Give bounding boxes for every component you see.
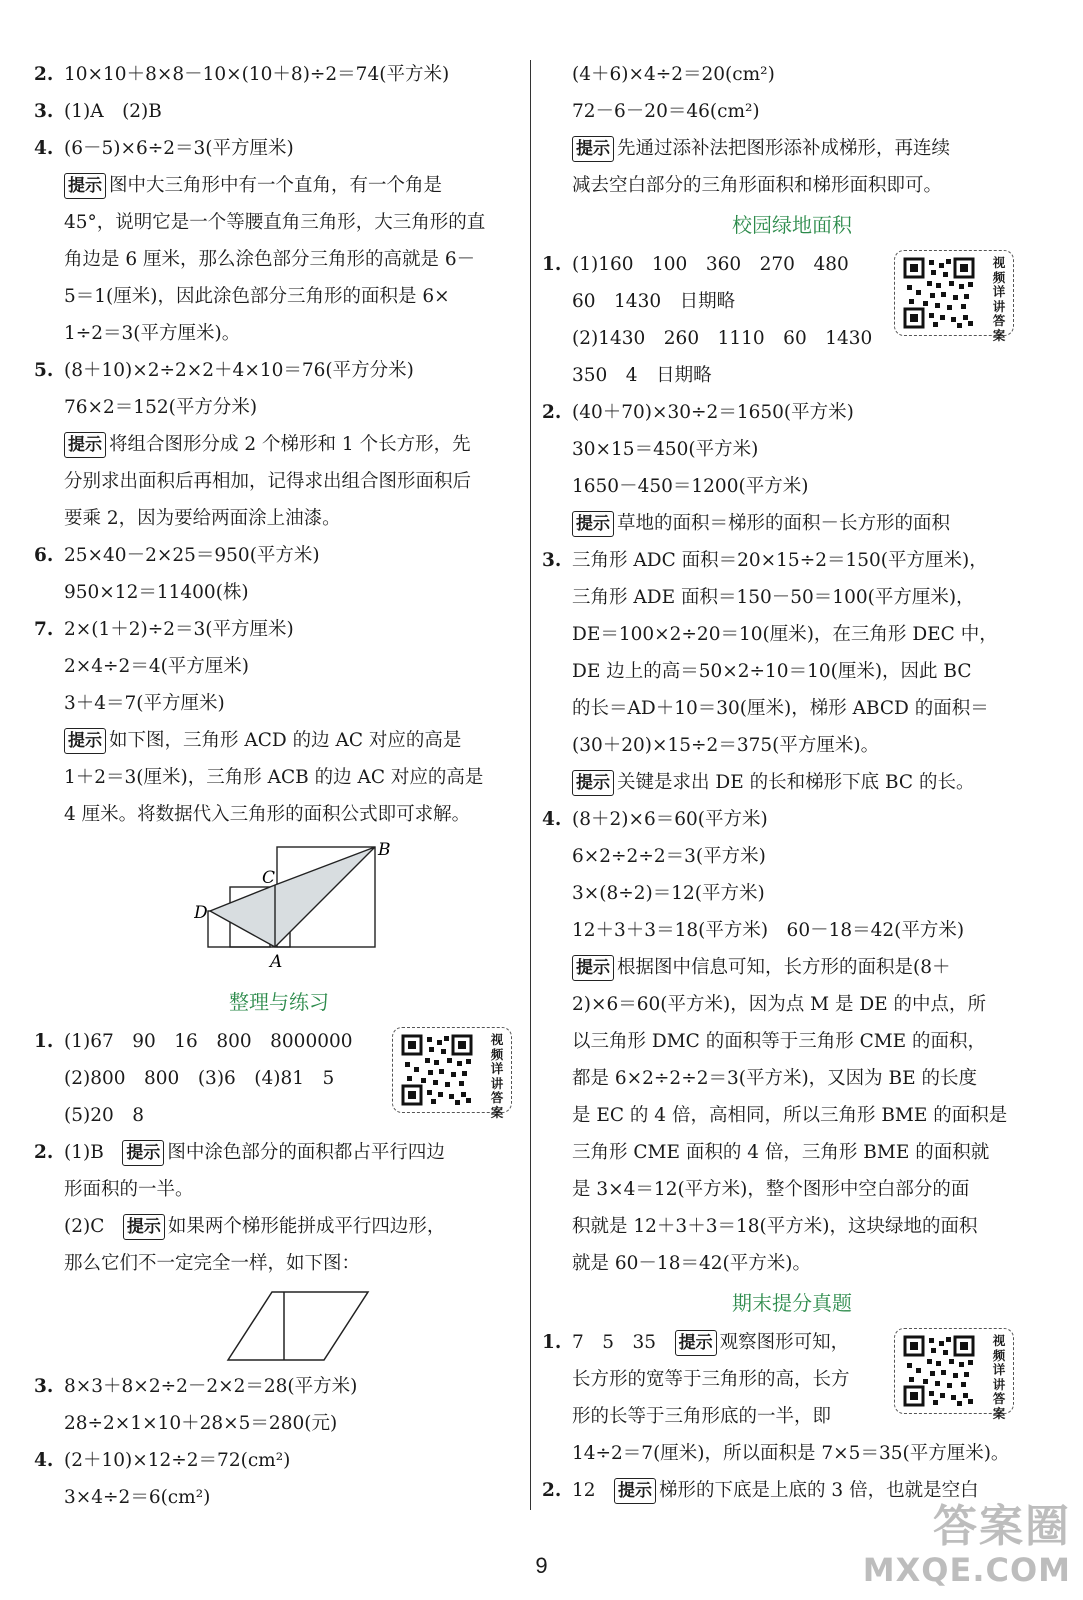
line-content xyxy=(542,801,768,838)
answer-line xyxy=(542,1171,1042,1208)
answer-text: 三角形 ADC 面积＝20×15÷2＝150(平方厘米)， xyxy=(572,550,988,571)
answer-text: 梯形的下底是上底的 3 倍，也就是空白 xyxy=(659,1480,979,1501)
line-content xyxy=(542,875,765,912)
line-content xyxy=(34,759,483,796)
answer-text: 就是 60－18＝42(平方米)。 xyxy=(572,1253,811,1274)
answer-text: (2＋10)×12÷2＝72(cm²) xyxy=(64,1450,291,1471)
answer-text: 3×(8÷2)＝12(平方米) xyxy=(572,883,765,904)
line-content xyxy=(542,167,942,204)
line-content xyxy=(542,1208,977,1245)
answer-line xyxy=(542,949,1042,986)
answer-text: 的长＝AD＋10＝30(厘米)，梯形 ABCD 的面积＝ xyxy=(572,698,989,719)
question-number: 7. xyxy=(34,619,54,640)
answer-line xyxy=(542,431,1042,468)
answer-text: 图中大三角形中有一个直角，有一个角是 xyxy=(109,175,443,196)
answer-line xyxy=(34,426,524,463)
answer-line xyxy=(34,1208,524,1245)
answer-text: 先通过添补法把图形添补成梯形，再连续 xyxy=(617,138,951,159)
line-content xyxy=(34,1442,290,1479)
line-content xyxy=(542,986,986,1023)
line-content xyxy=(34,574,249,611)
question-number: 4. xyxy=(542,809,562,830)
watermark-logo: 答案圈 xyxy=(933,1501,1071,1552)
watermark-url: MXQE.COM xyxy=(862,1551,1071,1589)
hint-badge: 提示 xyxy=(122,1140,164,1166)
line-content xyxy=(34,1479,210,1516)
line-content xyxy=(542,690,989,727)
answer-line xyxy=(34,1245,524,1282)
answer-text: 5＝1(厘米)，因此涂色部分三角形的面积是 6× xyxy=(64,286,450,307)
answer-text: 2)×6＝60(平方米)，因为点 M 是 DE 的中点，所 xyxy=(572,994,987,1015)
answer-text: 形的长等于三角形底的一半，即 xyxy=(572,1406,832,1427)
hint-badge: 提示 xyxy=(572,511,614,537)
line-content xyxy=(542,93,760,130)
answer-text: 如果两个梯形能拼成平行四边形， xyxy=(167,1216,446,1237)
answer-line xyxy=(542,838,1042,875)
answer-line xyxy=(542,875,1042,912)
answer-line xyxy=(542,357,1042,394)
answer-line xyxy=(34,1171,524,1208)
answer-line xyxy=(34,167,524,204)
line-content xyxy=(542,727,879,764)
answer-line xyxy=(34,352,524,389)
answer-line xyxy=(34,1442,524,1479)
answer-text: (2)800 800 (3)6 (4)81 5 xyxy=(64,1068,335,1089)
line-content xyxy=(542,468,808,505)
line-content xyxy=(34,315,240,352)
answer-text: (5)20 8 xyxy=(64,1105,145,1126)
answer-text: 28÷2×1×10＋28×5＝280(元) xyxy=(64,1413,338,1434)
line-content xyxy=(542,246,849,283)
line-content xyxy=(34,241,475,278)
answer-line xyxy=(542,130,1042,167)
answer-line xyxy=(542,56,1042,93)
answer-line xyxy=(34,93,524,130)
label-a: A xyxy=(270,952,283,972)
answer-text: (1)B xyxy=(64,1142,123,1163)
answer-text: 那么它们不一定完全一样，如下图： xyxy=(64,1253,361,1274)
answer-text: 10×10＋8×8－10×(10＋8)÷2＝74(平方米) xyxy=(64,64,450,85)
answer-line xyxy=(542,690,1042,727)
line-content xyxy=(34,1023,353,1060)
answer-text: 以三角形 DMC 的面积等于三角形 CME 的面积， xyxy=(572,1031,987,1052)
answer-line xyxy=(542,394,1042,431)
line-content xyxy=(542,764,974,801)
line-content xyxy=(34,204,485,241)
answer-text: 1＋2＝3(厘米)，三角形 ACB 的边 AC 对应的高是 xyxy=(64,767,484,788)
answer-line xyxy=(542,283,1042,320)
answer-line xyxy=(34,685,524,722)
answer-line xyxy=(34,241,524,278)
answer-line xyxy=(34,611,524,648)
answer-line xyxy=(34,759,524,796)
answer-line xyxy=(542,1060,1042,1097)
line-content xyxy=(542,1097,1007,1134)
hint-badge: 提示 xyxy=(64,173,106,199)
answer-line xyxy=(34,463,524,500)
answer-line xyxy=(34,1405,524,1442)
answer-text: 350 4 日期略 xyxy=(572,365,712,386)
line-content xyxy=(34,1368,357,1405)
answer-text: 三角形 CME 面积的 4 倍，三角形 BME 的面积就 xyxy=(572,1142,990,1163)
answer-line xyxy=(34,1023,524,1060)
answer-text: 4 厘米。将数据代入三角形的面积公式即可求解。 xyxy=(64,804,471,825)
line-content xyxy=(34,1405,337,1442)
answer-text: (8＋10)×2÷2×2＋4×10＝76(平方分米) xyxy=(64,360,414,381)
line-content xyxy=(542,1435,1009,1472)
answer-line xyxy=(34,1097,524,1134)
line-content xyxy=(34,685,225,722)
answer-text: 角边是 6 厘米，那么涂色部分三角形的高就是 6－ xyxy=(64,249,476,270)
answer-text: 950×12＝11400(株) xyxy=(64,582,249,603)
line-content xyxy=(34,611,294,648)
answer-text: DE＝100×2÷20＝10(厘米)，在三角形 DEC 中， xyxy=(572,624,998,645)
question-number: 1. xyxy=(542,254,562,275)
line-content xyxy=(542,1171,969,1208)
line-content xyxy=(542,616,998,653)
answer-line xyxy=(542,801,1042,838)
hint-badge: 提示 xyxy=(572,770,614,796)
line-content xyxy=(34,1097,144,1134)
line-content xyxy=(542,130,950,167)
hint-badge: 提示 xyxy=(64,728,106,754)
answer-text: 如下图，三角形 ACD 的边 AC 对应的高是 xyxy=(109,730,462,751)
answer-line xyxy=(542,246,1042,283)
answer-text: 60 1430 日期略 xyxy=(572,291,736,312)
hint-badge: 提示 xyxy=(614,1478,656,1504)
answer-text: 30×15＝450(平方米) xyxy=(572,439,759,460)
answer-text: (4＋6)×4÷2＝20(cm²) xyxy=(572,64,775,85)
qr-label: 视频详讲答案 xyxy=(992,255,1006,343)
line-content xyxy=(34,426,471,463)
answer-text: 2×4÷2＝4(平方厘米) xyxy=(64,656,250,677)
label-b: B xyxy=(378,840,391,860)
line-content xyxy=(542,1324,849,1361)
line-content xyxy=(542,1245,811,1282)
hint-badge: 提示 xyxy=(64,432,106,458)
answer-line xyxy=(542,1245,1042,1282)
line-content xyxy=(542,394,854,431)
line-content xyxy=(34,796,470,833)
line-content xyxy=(542,1361,850,1398)
answer-text: 3×4÷2＝6(cm²) xyxy=(64,1487,211,1508)
answer-text: 76×2＝152(平方分米) xyxy=(64,397,258,418)
answer-text: 积就是 12＋3＋3＝18(平方米)，这块绿地的面积 xyxy=(572,1216,978,1237)
answer-text: (30＋20)×15÷2＝375(平方厘米)。 xyxy=(572,735,880,756)
answer-line xyxy=(34,204,524,241)
answer-line xyxy=(542,1023,1042,1060)
answer-text: 14÷2＝7(厘米)，所以面积是 7×5＝35(平方厘米)。 xyxy=(572,1443,1010,1464)
line-content xyxy=(542,579,975,616)
line-content xyxy=(34,278,450,315)
answer-line xyxy=(542,1097,1042,1134)
answer-text: 关键是求出 DE 的长和梯形下底 BC 的长。 xyxy=(617,772,975,793)
answer-line xyxy=(542,1361,1042,1398)
answer-text: 8×3＋8×2÷2－2×2＝28(平方米) xyxy=(64,1376,358,1397)
answer-line xyxy=(34,315,524,352)
question-number: 4. xyxy=(34,138,54,159)
question-number: 2. xyxy=(542,402,562,423)
answer-text: 3＋4＝7(平方厘米) xyxy=(64,693,225,714)
line-content xyxy=(542,542,988,579)
answer-text: 12＋3＋3＝18(平方米) 60－18＝42(平方米) xyxy=(572,920,965,941)
line-content xyxy=(542,431,758,468)
answer-line xyxy=(34,1060,524,1097)
line-content xyxy=(34,56,449,93)
label-c: C xyxy=(262,868,276,888)
parallelogram-svg xyxy=(224,1288,374,1364)
question-number: 3. xyxy=(34,101,54,122)
line-content xyxy=(34,722,461,759)
question-number: 3. xyxy=(34,1376,54,1397)
answer-text: 三角形 ADE 面积＝150－50＝100(平方厘米)， xyxy=(572,587,975,608)
line-content xyxy=(34,1208,445,1245)
answer-line xyxy=(542,93,1042,130)
answer-line xyxy=(34,722,524,759)
answer-line xyxy=(542,616,1042,653)
answer-line xyxy=(542,1324,1042,1361)
line-content xyxy=(34,130,294,167)
line-content xyxy=(542,56,775,93)
answer-line xyxy=(542,167,1042,204)
answer-line xyxy=(34,574,524,611)
answer-text: 1÷2＝3(平方厘米)。 xyxy=(64,323,241,344)
parallelogram-figure xyxy=(34,1282,524,1368)
answer-text: 都是 6×2÷2÷2＝3(平方米)，又因为 BE 的长度 xyxy=(572,1068,978,1089)
answer-line xyxy=(542,1435,1042,1472)
line-content xyxy=(34,389,257,426)
answer-line xyxy=(34,1134,524,1171)
question-number: 1. xyxy=(34,1031,54,1052)
answer-line xyxy=(542,764,1042,801)
question-number: 4. xyxy=(34,1450,54,1471)
line-content xyxy=(542,1060,977,1097)
answer-line xyxy=(542,579,1042,616)
hint-badge: 提示 xyxy=(572,955,614,981)
line-content xyxy=(34,1134,445,1171)
answer-text: 6×2÷2÷2＝3(平方米) xyxy=(572,846,766,867)
answer-text: 形面积的一半。 xyxy=(64,1179,194,1200)
triangle-figure xyxy=(34,833,524,981)
line-content xyxy=(542,838,766,875)
answer-line xyxy=(542,1208,1042,1245)
question-number: 1. xyxy=(542,1332,562,1353)
answer-line xyxy=(34,537,524,574)
answer-text: (1)A (2)B xyxy=(64,101,162,122)
answer-line xyxy=(542,653,1042,690)
line-content xyxy=(34,500,341,537)
answer-text: 是 3×4＝12(平方米)，整个图形中空白部分的面 xyxy=(572,1179,970,1200)
answer-text: 1650－450＝1200(平方米) xyxy=(572,476,809,497)
line-content xyxy=(34,1171,194,1208)
answer-text: 草地的面积＝梯形的面积－长方形的面积 xyxy=(617,513,951,534)
section-title-qimo: 期末提分真题 xyxy=(732,1291,852,1315)
answer-text: (40＋70)×30÷2＝1650(平方米) xyxy=(572,402,854,423)
line-content xyxy=(542,505,950,542)
answer-line xyxy=(34,56,524,93)
hint-badge: 提示 xyxy=(123,1214,165,1240)
section-title-zhengli: 整理与练习 xyxy=(229,990,329,1014)
answer-line xyxy=(34,500,524,537)
answer-line xyxy=(34,1479,524,1516)
answer-line xyxy=(34,1368,524,1405)
answer-line xyxy=(542,727,1042,764)
answer-line xyxy=(34,130,524,167)
answer-text: (6－5)×6÷2＝3(平方厘米) xyxy=(64,138,294,159)
answer-text: 7 5 35 xyxy=(572,1332,675,1353)
answer-line xyxy=(542,986,1042,1023)
line-content xyxy=(34,167,442,204)
question-number: 2. xyxy=(542,1480,562,1501)
watermark xyxy=(863,1502,1071,1588)
answer-text: (1)160 100 360 270 480 xyxy=(572,254,849,275)
column-divider xyxy=(530,60,531,1510)
answer-text: 根据图中信息可知，长方形的面积是(8＋ xyxy=(617,957,951,978)
line-content xyxy=(542,357,712,394)
line-content xyxy=(34,1060,334,1097)
answer-text: 45°，说明它是一个等腰直角三角形，大三角形的直 xyxy=(64,212,486,233)
answer-text: 25×40－2×25＝950(平方米) xyxy=(64,545,320,566)
answer-line xyxy=(34,648,524,685)
answer-line xyxy=(542,505,1042,542)
page-number: 9 xyxy=(535,1553,548,1578)
line-content xyxy=(34,352,414,389)
question-number: 5. xyxy=(34,360,54,381)
hint-badge: 提示 xyxy=(675,1330,717,1356)
answer-line xyxy=(34,796,524,833)
answer-line xyxy=(542,468,1042,505)
line-content xyxy=(542,912,964,949)
answer-line xyxy=(542,320,1042,357)
line-content xyxy=(542,320,872,357)
answer-text: 2×(1＋2)÷2＝3(平方厘米) xyxy=(64,619,294,640)
line-content xyxy=(34,1245,360,1282)
section-title-xiaoyuan: 校园绿地面积 xyxy=(732,213,852,237)
line-content xyxy=(34,537,320,574)
answer-text: 分别求出面积后再相加，记得求出组合图形面积后 xyxy=(64,471,472,492)
qr-label: 视频详讲答案 xyxy=(490,1032,504,1120)
line-content xyxy=(542,1023,986,1060)
answer-text: 12 xyxy=(572,1480,615,1501)
right-column xyxy=(542,56,1042,1509)
line-content xyxy=(542,949,951,986)
answer-text: DE 边上的高＝50×2÷10＝10(厘米)，因此 BC xyxy=(572,661,972,682)
qr-label: 视频详讲答案 xyxy=(992,1333,1006,1421)
answer-text: 观察图形可知， xyxy=(719,1332,850,1353)
line-content xyxy=(542,283,735,320)
answer-line xyxy=(542,542,1042,579)
hint-badge: 提示 xyxy=(572,136,614,162)
answer-text: 图中涂色部分的面积都占平行四边 xyxy=(167,1142,445,1163)
answer-text: (2)1430 260 1110 60 1430 xyxy=(572,328,873,349)
line-content xyxy=(542,1134,989,1171)
answer-line xyxy=(542,1398,1042,1435)
line-content xyxy=(542,1398,831,1435)
label-d: D xyxy=(194,903,208,923)
answer-text: 将组合图形分成 2 个梯形和 1 个长方形，先 xyxy=(109,434,471,455)
answer-text: 要乘 2，因为要给两面涂上油漆。 xyxy=(64,508,341,529)
answer-line xyxy=(34,389,524,426)
line-content xyxy=(34,463,471,500)
answer-text: 是 EC 的 4 倍，高相同，所以三角形 BME 的面积是 xyxy=(572,1105,1008,1126)
line-content xyxy=(34,648,249,685)
question-number: 6. xyxy=(34,545,54,566)
answer-text: (2)C xyxy=(64,1216,123,1237)
question-number: 3. xyxy=(542,550,562,571)
answer-line xyxy=(34,278,524,315)
line-content xyxy=(542,653,972,690)
question-number: 2. xyxy=(34,1142,54,1163)
question-number: 2. xyxy=(34,64,54,85)
answer-text: 长方形的宽等于三角形的高，长方 xyxy=(572,1369,850,1390)
answer-text: 减去空白部分的三角形面积和梯形面积即可。 xyxy=(572,175,943,196)
answer-line xyxy=(542,912,1042,949)
answer-text: 72－6－20＝46(cm²) xyxy=(572,101,760,122)
answer-text: (8＋2)×6＝60(平方米) xyxy=(572,809,768,830)
answer-text: (1)67 90 16 800 8000000 xyxy=(64,1031,353,1052)
answer-line xyxy=(542,1134,1042,1171)
left-column xyxy=(34,56,524,1516)
triangle-figure-svg xyxy=(194,839,404,979)
